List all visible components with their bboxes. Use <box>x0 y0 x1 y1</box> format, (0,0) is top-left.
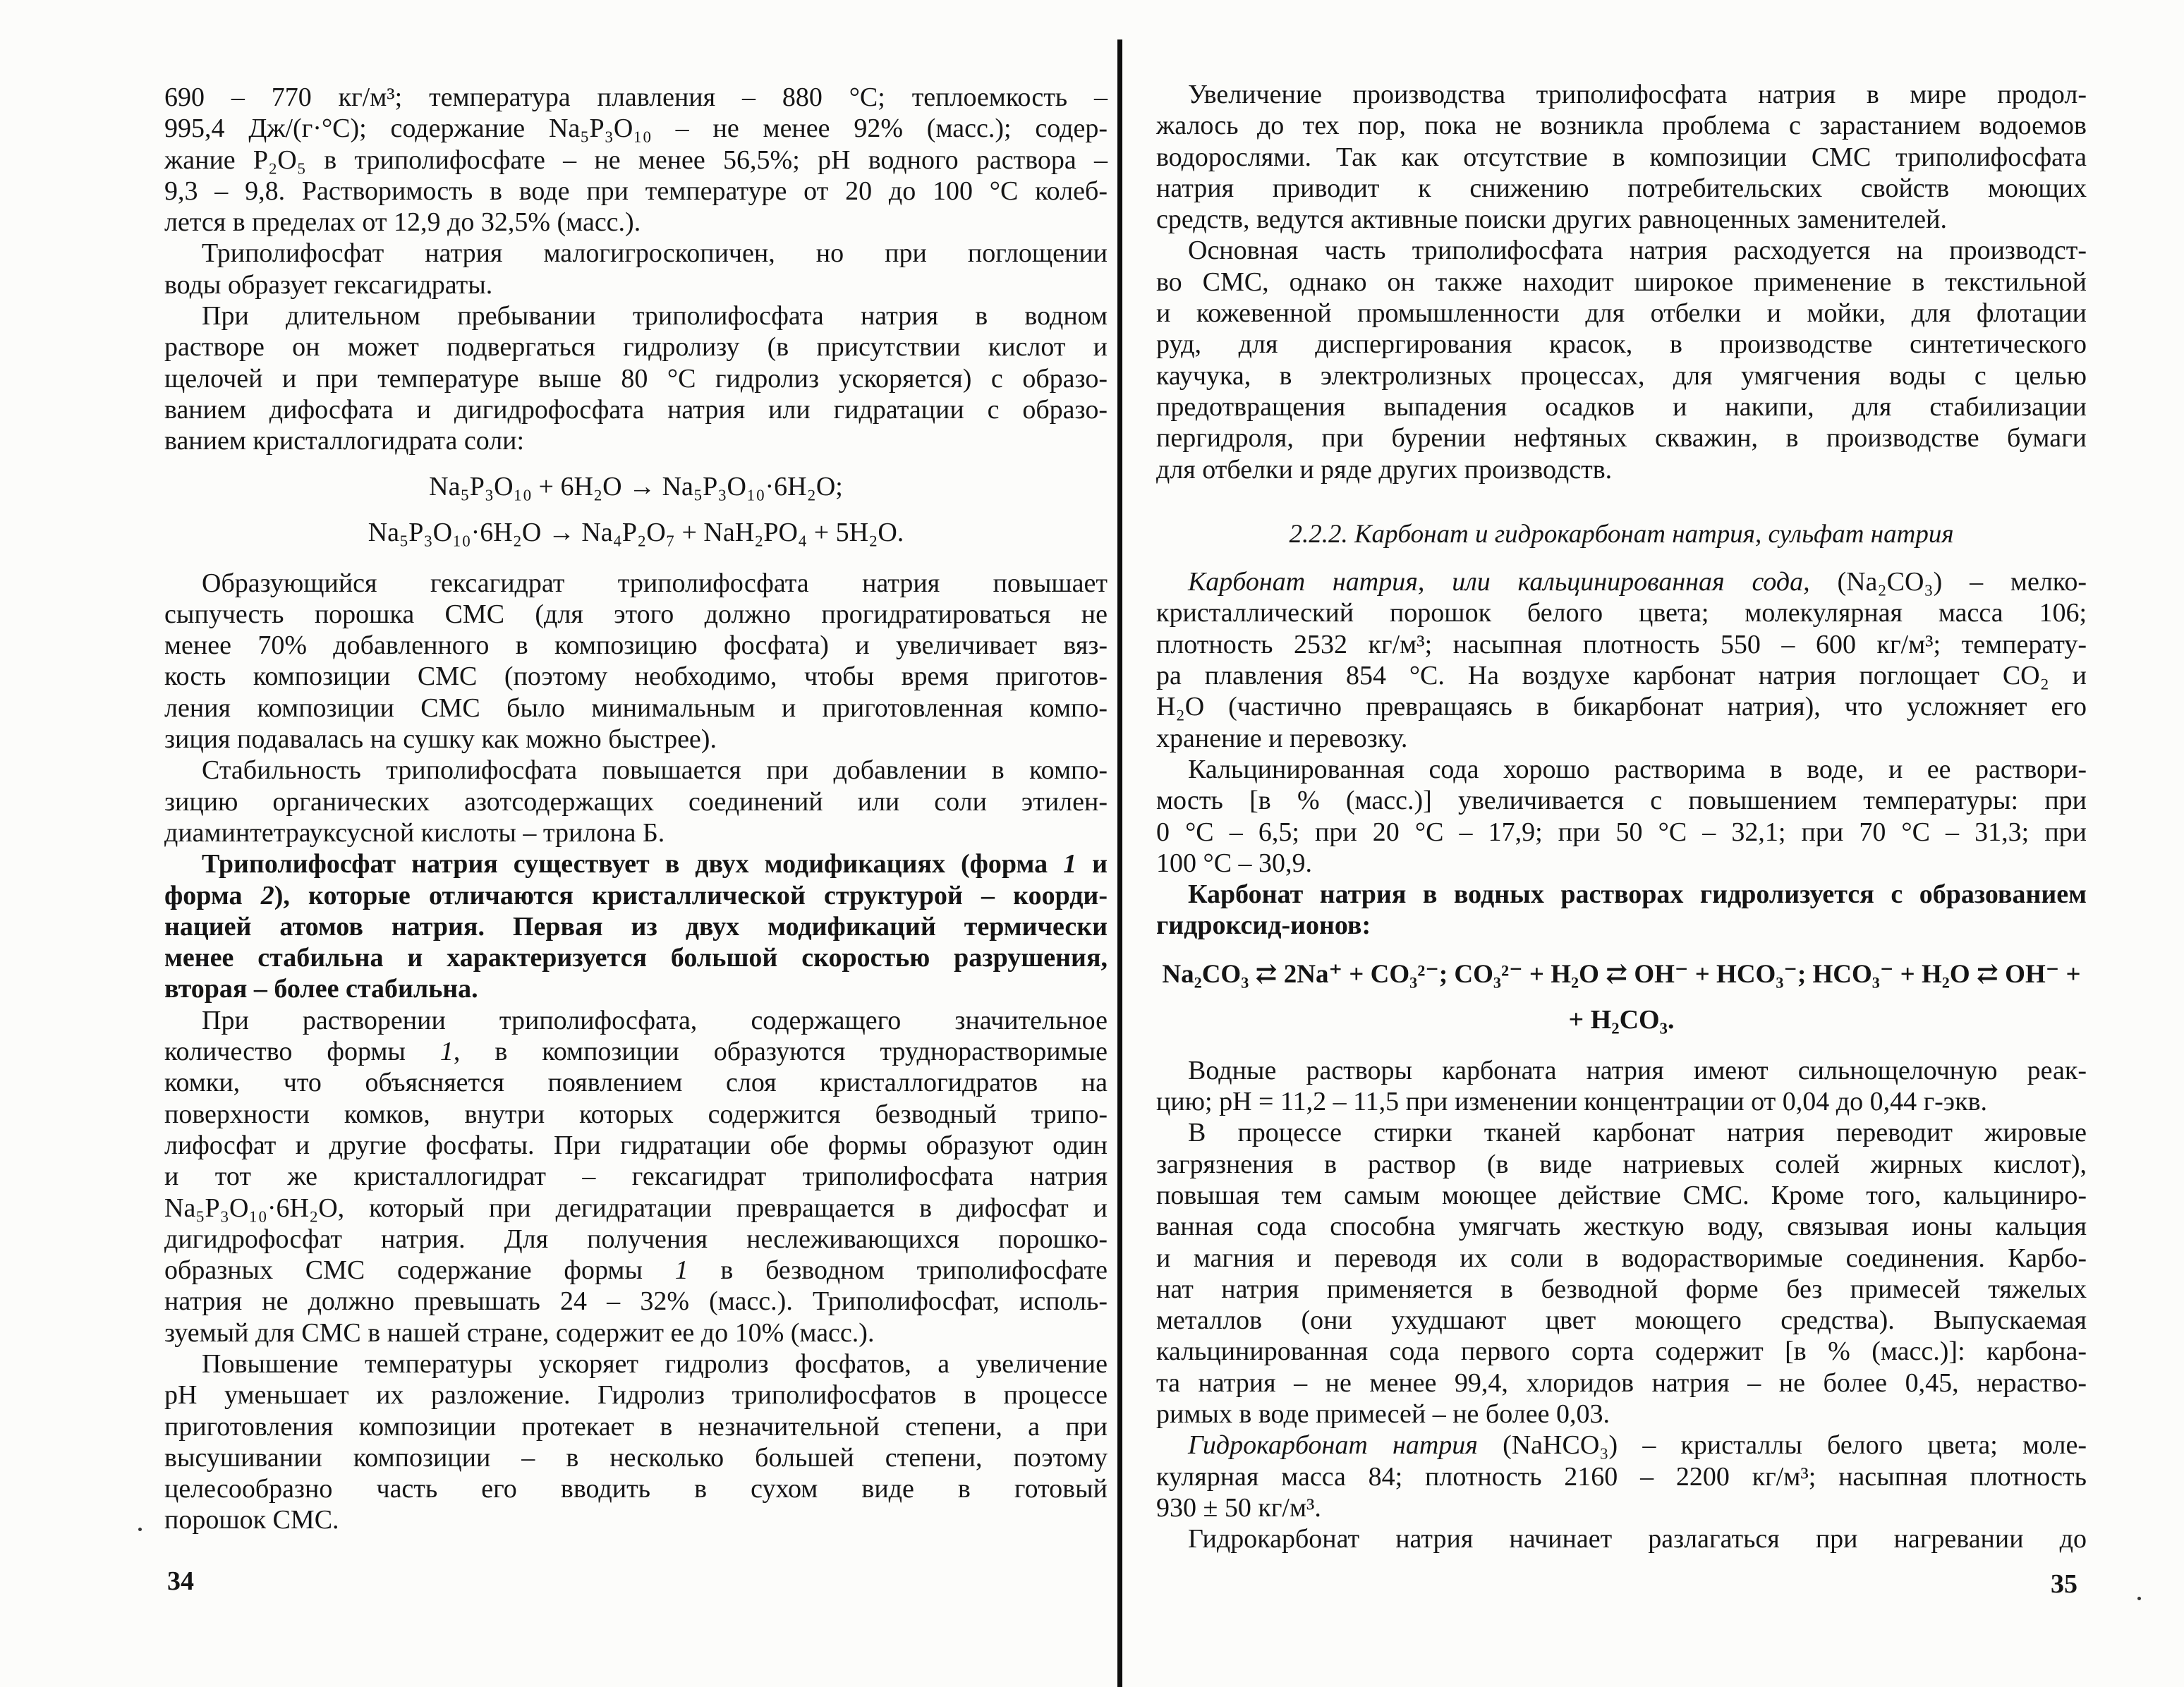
text-line: плотность 2532 кг/м³; насыпная плотность 550 – 600 кг/м³; температу- <box>1156 629 2087 659</box>
text-line: кость композиции СМС (поэтому необходимо, чтобы время приготов- <box>164 662 1108 692</box>
text-line: 690 – 770 кг/м³; температура плавления – 880 °С; теплоемкость – <box>164 83 1108 112</box>
equation-line: Na₂CO₃ ⇄ 2Na⁺ + CO₃²⁻; CO₃²⁻ + H₂O ⇄ OH⁻ + HCO₃⁻; HCO₃⁻ + H₂O ⇄ OH⁻ + <box>1162 959 2081 989</box>
text-line: ванием дифосфата и дигидрофосфата натрия или гидратации с образо- <box>164 394 1108 425</box>
text-run: (NaHCO₃) – кристаллы белого цвета; моле- <box>1477 1430 2087 1461</box>
text-line: Триполифосфат натрия малогигроскопичен, но при поглощении <box>202 238 1108 269</box>
text-line: во СМС, однако он также находит широкое применение в текстильной <box>1156 267 2087 297</box>
paragraph <box>164 755 1108 848</box>
text-line: дигидрофосфат натрия. Для получения неслеживающихся порошко- <box>164 1224 1108 1254</box>
page-number-left: 34 <box>167 1566 194 1596</box>
text-line: высушивании композиции – в несколько большей степени, поэтому <box>164 1442 1108 1473</box>
text-line: средств, ведутся активные поиски других равноценных заменителей. <box>1156 205 1947 235</box>
text-line: ления композиции СМС было минимальным и приготовленная компо- <box>164 693 1108 723</box>
text-line: жалось до тех пор, пока не возникла проблема с зарастанием водоемов <box>1156 111 2087 141</box>
text-run: и <box>1076 849 1108 879</box>
text-line: каучука, в электролизных процессах, для умягчения воды с целью <box>1156 360 2087 391</box>
text-line: Увеличение производства триполифосфата натрия в мире продол- <box>1188 80 2087 109</box>
text-line: и магния и переводя их соли в водорастворимые соединения. Карбо- <box>1156 1243 2087 1273</box>
paragraph <box>1156 1055 2087 1118</box>
text-column-left <box>164 82 1108 1536</box>
text-line: предотвращения выпадения осадков и накипи, для стабилизации <box>1156 391 2087 422</box>
scan-speck <box>138 1528 142 1531</box>
italic-run: Гидрокарбонат натрия <box>1188 1430 1478 1461</box>
text-line <box>164 880 1108 911</box>
paragraph <box>164 1005 1108 1348</box>
paragraph <box>1156 754 2087 879</box>
paragraph <box>1156 1523 2087 1554</box>
text-line: загрязнения в раствор (в виде натриевых солей жирных кислот), <box>1156 1149 2087 1179</box>
text-line: щелочей и при температуре выше 80 °С гидролиз ускоряется) с образо- <box>164 363 1108 394</box>
equation-block <box>164 457 1108 568</box>
text-line: сыпучесть порошка СМС (для этого должно прогидратироваться не <box>164 599 1108 629</box>
text-line: ванием кристаллогидрата соли: <box>164 426 525 456</box>
text-line: зуемый для СМС в нашей стране, содержит ее до 10% (масс.). <box>164 1317 875 1348</box>
text-line: зиция подавалась на сушку как можно быстрее). <box>164 724 717 755</box>
text-line: кулярная масса 84; плотность 2160 – 2200 кг/м³; насыпная плотность <box>1156 1461 2087 1492</box>
text-line: цию; pH = 11,2 – 11,5 при изменении концентрации от 0,04 до 0,44 г-экв. <box>1156 1087 1988 1117</box>
text-line: нацией атомов натрия. Первая из двух модификаций термически <box>164 911 1108 942</box>
text-line <box>1156 1430 2087 1461</box>
equation-line: Na₅P₃O₁₀ + 6H₂O → Na₅P₃O₁₀·6H₂O; <box>429 471 843 501</box>
text-run: в безводном триполифосфате <box>688 1255 1108 1286</box>
text-line: металлов (они ухудшают цвет моющего средства). Выпускаемая <box>1156 1305 2087 1336</box>
text-line: 995,4 Дж/(г·°С); содержание Na₅P₃O₁₀ – не менее 92% (масс.); содер- <box>164 114 1108 144</box>
text-line: Стабильность триполифосфата повышается при добавлении в компо- <box>202 755 1108 786</box>
text-line <box>1156 566 2087 597</box>
text-line: Водные растворы карбоната натрия имеют сильнощелочную реак- <box>1188 1055 2087 1085</box>
text-line: и кожевенной промышленности для отбелки и мойки, для флотации <box>1156 298 2087 329</box>
text-line: менее стабильна и характеризуется большой скоростью разрушения, <box>164 943 1108 973</box>
text-line: H₂O (частично превращаясь в бикарбонат натрия), что усложняет его <box>1156 692 2087 722</box>
text-line: Гидрокарбонат натрия начинает разлагаться при нагревании до <box>1188 1524 2087 1554</box>
text-line <box>164 1036 1108 1067</box>
paragraph <box>1156 879 2087 942</box>
text-run: Триполифосфат натрия существует в двух модификациях (форма <box>202 849 1064 879</box>
italic-run: 1 <box>674 1255 688 1286</box>
text-line: мость [в % (масс.)] увеличивается с повышением температуры: при <box>1156 786 2087 816</box>
text-run: количество формы <box>164 1037 440 1067</box>
text-line: натрия приводит к снижению потребительских свойств моющих <box>1156 173 2087 203</box>
paragraph <box>164 848 1108 1004</box>
text-line: растворе он может подвергаться гидролизу (в присутствии кислот и <box>164 332 1108 363</box>
text-line: воды образует гексагидраты. <box>164 269 493 300</box>
text-run: , в композиции образуются труднорастворимые <box>453 1037 1108 1067</box>
text-line: Повышение температуры ускоряет гидролиз фосфатов, а увеличение <box>202 1348 1108 1379</box>
italic-run: 1 <box>1063 849 1077 879</box>
scan-speck <box>2137 1597 2141 1600</box>
section-heading: 2.2.2. Карбонат и гидрокарбонат натрия, сульфат натрия <box>1289 519 1954 549</box>
paragraph <box>1156 566 2087 754</box>
text-line: Na₅P₃O₁₀·6H₂O, который при дегидратации превращается в дифосфат и <box>164 1193 1108 1223</box>
text-line: Карбонат натрия в водных растворах гидролизуется с образованием <box>1188 879 2087 910</box>
text-line: кристаллический порошок белого цвета; молекулярная масса 106; <box>1156 598 2087 628</box>
text-line: приготовления композиции протекает в незначительной степени, а при <box>164 1411 1108 1442</box>
text-line: руд, для диспергирования красок, в производстве синтетического <box>1156 329 2087 360</box>
text-line: водорослями. Так как отсутствие в композиции СМС триполифосфата <box>1156 142 2087 172</box>
page-number-right: 35 <box>2051 1569 2077 1599</box>
italic-run: 2 <box>260 880 274 911</box>
text-line: римых в воде примесей – не более 0,03. <box>1156 1399 1610 1429</box>
text-line: ра плавления 854 °С. На воздухе карбонат натрия поглощает CO₂ и <box>1156 661 2087 691</box>
text-line: менее 70% добавленного в композицию фосфата) и увеличивает вяз- <box>164 631 1108 661</box>
text-line: Образующийся гексагидрат триполифосфата натрия повышает <box>202 568 1108 598</box>
italic-run: Карбонат натрия, или кальцинированная сода, <box>1188 567 1810 597</box>
paragraph <box>164 82 1108 238</box>
text-line: для отбелки и ряде других производств. <box>1156 454 1613 485</box>
text-line: и тот же кристаллогидрат – гексагидрат триполифосфата натрия <box>164 1162 1108 1192</box>
text-line: 0 °С – 6,5; при 20 °С – 17,9; при 50 °С – 32,1; при 70 °С – 31,3; при <box>1156 817 2087 847</box>
text-line: целесообразно часть его вводить в сухом виде в готовый <box>164 1474 1108 1504</box>
page-right <box>1123 0 2184 1687</box>
text-line: порошок СМС. <box>164 1505 339 1535</box>
paragraph <box>164 238 1108 300</box>
text-line: диаминтетрауксусной кислоты – трилона Б. <box>164 817 665 848</box>
text-line: гидроксид-ионов: <box>1156 911 1371 941</box>
text-line <box>164 1255 1108 1286</box>
text-line: Кальцинированная сода хорошо растворима в воде, и ее раствори- <box>1188 754 2087 784</box>
text-line: pH уменьшает их разложение. Гидролиз триполифосфатов в процессе <box>164 1380 1108 1411</box>
text-line: нат натрия применяется в безводной форме без примесей тяжелых <box>1156 1274 2087 1304</box>
equation-line: Na₅P₃O₁₀·6H₂O → Na₄P₂O₇ + NaH₂PO₄ + 5H₂O. <box>368 517 904 547</box>
paragraph <box>1156 1430 2087 1523</box>
paragraph <box>164 1348 1108 1536</box>
text-line: кальцинированная сода первого сорта содержит [в % (масс.)]: карбона- <box>1156 1336 2087 1367</box>
text-line: хранение и перевозку. <box>1156 723 1408 753</box>
text-line: 100 °С – 30,9. <box>1156 848 1313 878</box>
text-run: форма <box>164 880 261 911</box>
text-line: та натрия – не менее 99,4, хлоридов натрия – не более 0,45, нераство- <box>1156 1368 2087 1398</box>
text-line: комки, что объясняется появлением слоя кристаллогидратов на <box>164 1068 1108 1098</box>
text-run: ), которые отличаются кристаллической структурой – коорди- <box>274 880 1108 911</box>
text-run: образных СМС содержание формы <box>164 1255 675 1286</box>
text-line: натрия не должно превышать 24 – 32% (масс.). Триполифосфат, исполь- <box>164 1286 1108 1317</box>
text-line: Основная часть триполифосфата натрия расходуется на производст- <box>1188 236 2087 266</box>
text-line: При длительном пребывании триполифосфата натрия в водном <box>202 301 1108 331</box>
text-line: 9,3 – 9,8. Растворимость в воде при температуре от 20 до 100 °С колеб- <box>164 176 1108 206</box>
paragraph <box>1156 235 2087 485</box>
text-line: жание P₂O₅ в триполифосфате – не менее 56,5%; pH водного раствора – <box>164 145 1108 175</box>
text-line: зицию органических азотсодержащих соединений или соли этилен- <box>164 786 1108 817</box>
book-spine <box>1117 39 1122 1687</box>
italic-run: 1 <box>439 1037 454 1067</box>
text-line: лифосфат и другие фосфаты. При гидратации обе формы образуют один <box>164 1130 1108 1160</box>
text-line: лется в пределах от 12,9 до 32,5% (масс.). <box>164 207 641 238</box>
text-line: При растворении триполифосфата, содержащего значительное <box>202 1005 1108 1035</box>
text-line: 930 ± 50 кг/м³. <box>1156 1492 1321 1523</box>
text-column-right <box>1156 79 2087 1554</box>
text-run: (Na₂CO₃) – мелко- <box>1809 567 2087 597</box>
text-line <box>164 848 1108 879</box>
paragraph <box>164 568 1108 755</box>
text-line: пергидроля, при бурении нефтяных скважин, в производстве бумаги <box>1156 423 2087 453</box>
text-line: поверхности комков, внутри которых содержится безводный трипо- <box>164 1099 1108 1129</box>
paragraph <box>1156 79 2087 235</box>
paragraph <box>164 300 1108 456</box>
equation-line: + H₂CO₃. <box>1568 1004 1675 1035</box>
text-line: вторая – более стабильна. <box>164 974 478 1004</box>
equation-block <box>1156 942 2087 1055</box>
text-line: ванная сода способна умягчать жесткую воду, связывая ионы кальция <box>1156 1212 2087 1242</box>
text-line: повышая тем самым моющее действие СМС. Кроме того, кальциниро- <box>1156 1180 2087 1210</box>
paragraph <box>1156 1117 2087 1430</box>
text-line: В процессе стирки тканей карбонат натрия переводит жировые <box>1188 1118 2087 1148</box>
